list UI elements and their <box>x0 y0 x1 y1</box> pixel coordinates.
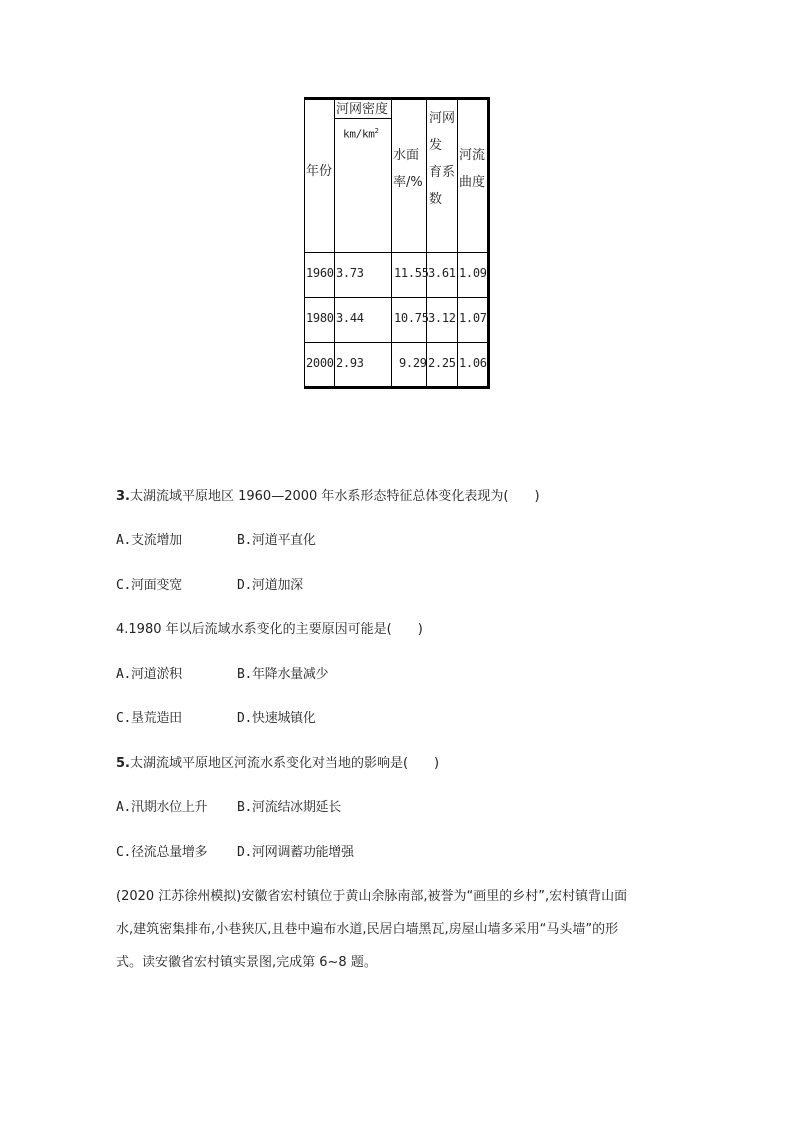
cell-dev: 2.25 <box>428 356 456 370</box>
option-a[interactable]: A.支流增加 <box>116 533 182 548</box>
question-text: 太湖流域平原地区河流水系变化对当地的影响是( ) <box>129 756 440 771</box>
reading-passage <box>116 880 676 979</box>
cell-curv: 1.06 <box>459 356 487 370</box>
question-number: 4. <box>116 622 129 637</box>
density-header-underline <box>335 118 391 119</box>
option-b[interactable]: B.年降水量减少 <box>237 667 329 682</box>
header-dev-coef <box>429 112 455 206</box>
option-d[interactable]: D.河网调蓄功能增强 <box>237 845 354 860</box>
question-text: 1980 年以后流域水系变化的主要原因可能是( ) <box>128 622 423 637</box>
question-number: 3. <box>116 489 130 504</box>
header-density-unit <box>343 128 379 140</box>
curv-line2: 曲度 <box>459 175 486 190</box>
passage-line: 水,建筑密集排布,小巷狭仄,且巷中遍布水道,民居白墙黑瓦,房屋山墙多采用“马头墙”的形 <box>116 922 619 937</box>
cell-year: 1980 <box>306 311 334 325</box>
density-unit-text: km/km <box>343 127 375 141</box>
density-unit-sup: 2 <box>374 127 379 135</box>
header-water-rate <box>393 149 423 189</box>
cell-density: 3.73 <box>336 266 364 280</box>
cell-curv: 1.09 <box>459 266 487 280</box>
question-number: 5. <box>116 756 130 771</box>
option-a[interactable]: A.汛期水位上升 <box>116 800 208 815</box>
dev-line4: 数 <box>429 192 443 207</box>
col-divider <box>391 100 392 386</box>
cell-water-rate: 10.75 <box>394 311 429 325</box>
col-divider <box>457 100 458 386</box>
dev-line3: 育系 <box>429 165 456 180</box>
header-density: 河网密度 <box>336 102 389 117</box>
row-divider <box>305 252 487 253</box>
col-divider <box>426 100 427 386</box>
cell-water-rate: 11.55 <box>394 266 429 280</box>
row-divider <box>305 342 487 343</box>
cell-density: 3.44 <box>336 311 364 325</box>
water-rate-line2: 率/% <box>393 175 423 190</box>
passage-line: (2020 江苏徐州模拟)安徽省宏村镇位于黄山余脉南部,被誉为“画里的乡村”,宏村镇背山面 <box>116 889 628 904</box>
option-c[interactable]: C.河面变宽 <box>116 578 182 593</box>
option-b[interactable]: B.河道平直化 <box>237 533 316 548</box>
question-4-stem <box>116 623 423 636</box>
question-text: 太湖流域平原地区 1960—2000 年水系形态特征总体变化表现为( ) <box>129 489 540 504</box>
data-table <box>304 97 490 389</box>
question-5-stem <box>116 757 439 770</box>
dev-line1: 河网 <box>429 111 456 126</box>
option-c[interactable]: C.径流总量增多 <box>116 845 208 860</box>
curv-line1: 河流 <box>459 148 486 163</box>
row-divider <box>305 297 487 298</box>
cell-year: 1960 <box>306 266 334 280</box>
water-rate-line1: 水面 <box>393 148 420 163</box>
cell-density: 2.93 <box>336 356 364 370</box>
option-b[interactable]: B.河流结冰期延长 <box>237 800 341 815</box>
cell-water-rate: 9.29 <box>399 356 427 370</box>
cell-dev: 3.12 <box>428 311 456 325</box>
header-year: 年份 <box>306 164 333 179</box>
header-curvature <box>459 149 485 189</box>
cell-curv: 1.07 <box>459 311 487 325</box>
question-3-stem <box>116 490 540 503</box>
option-d[interactable]: D.河道加深 <box>237 578 303 593</box>
cell-year: 2000 <box>306 356 334 370</box>
option-a[interactable]: A.河道淤积 <box>116 667 182 682</box>
dev-line2: 发 <box>429 138 443 153</box>
col-divider <box>334 100 335 386</box>
passage-line: 式。读安徽省宏村镇实景图,完成第 6~8 题。 <box>116 955 377 970</box>
option-c[interactable]: C.垦荒造田 <box>116 711 182 726</box>
option-d[interactable]: D.快速城镇化 <box>237 711 316 726</box>
cell-dev: 3.61 <box>428 266 456 280</box>
